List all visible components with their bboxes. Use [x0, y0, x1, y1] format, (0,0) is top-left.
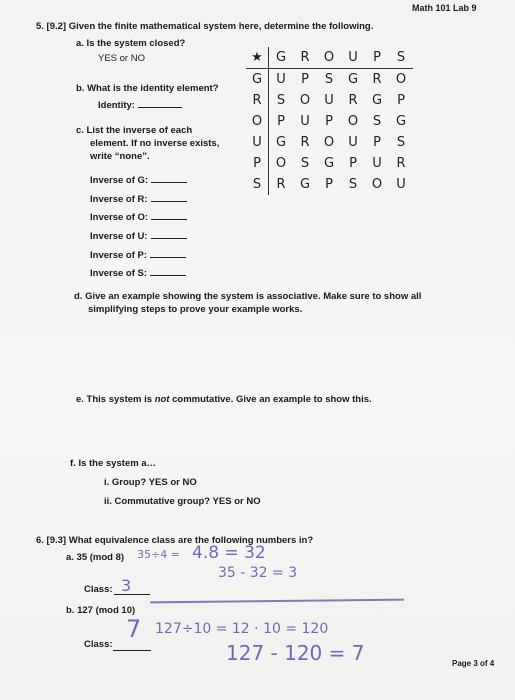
- table-row: [246, 69, 413, 91]
- table-cell: O: [323, 135, 335, 150]
- table-cell: G: [395, 114, 407, 129]
- table-col-header: O: [317, 47, 341, 69]
- table-row-label: O: [246, 111, 269, 132]
- inverse-o-line: [90, 211, 187, 223]
- table-col-header: R: [293, 47, 317, 69]
- q6a-work-1: 35÷4 =: [137, 548, 180, 561]
- table-cell: S: [324, 72, 334, 87]
- table-cell: S: [396, 135, 406, 150]
- inverse-o-label: Inverse of O:: [90, 212, 149, 223]
- table-cell: S: [348, 177, 358, 192]
- table-row: [246, 153, 413, 174]
- q5c-line2: element. If no inverse exists,: [90, 138, 220, 149]
- inverse-r-blank[interactable]: [151, 193, 187, 202]
- inverse-g-label: Inverse of G:: [90, 175, 149, 186]
- q5e-prompt: [76, 395, 372, 405]
- inverse-u-blank[interactable]: [151, 230, 187, 239]
- q6b-prompt: b. 127 (mod 10): [66, 605, 136, 616]
- table-cell: O: [299, 93, 311, 108]
- table-cell: U: [300, 114, 310, 129]
- table-header-row: [246, 47, 413, 69]
- table-cell: P: [325, 114, 333, 129]
- table-col-header: G: [269, 47, 294, 69]
- q5f-ii: ii. Commutative group? YES or NO: [104, 496, 261, 507]
- inverse-r-line: [90, 193, 187, 205]
- q6a-class-label: Class:: [84, 584, 113, 595]
- identity-blank[interactable]: [138, 99, 182, 108]
- q6-title: 6. [9.3] What equivalence class are the following numbers in?: [36, 535, 314, 546]
- table-cell: R: [372, 72, 382, 87]
- q5b-prompt: b. What is the identity element?: [76, 83, 219, 94]
- course-header: Math 101 Lab 9: [412, 3, 477, 13]
- q6a-class-blank[interactable]: [114, 586, 150, 595]
- table-row: [246, 174, 413, 195]
- table-cell: G: [371, 93, 383, 108]
- table-cell: G: [299, 177, 311, 192]
- table-cell: O: [371, 177, 383, 192]
- table-cell: R: [300, 135, 310, 150]
- q5e-prompt-em: not: [154, 394, 170, 405]
- table-cell: O: [347, 114, 359, 129]
- q5d-line1: d. Give an example showing the system is associative. Make sure to show all: [74, 291, 422, 302]
- table-row-label: U: [246, 132, 269, 153]
- table-cell: U: [372, 156, 382, 171]
- q6a-prompt: a. 35 (mod 8): [66, 552, 125, 563]
- table-cell: P: [301, 72, 309, 87]
- q5f-prompt: f. Is the system a…: [70, 458, 157, 469]
- operation-symbol: ★: [246, 47, 269, 69]
- q5e-prompt-pre: e. This system is: [76, 394, 155, 405]
- q6a-class-answer: 3: [121, 576, 132, 595]
- q6a-work-2: 4.8 = 32: [192, 543, 266, 563]
- q6b-work-1: 127÷10 = 12 · 10 = 120: [155, 621, 329, 637]
- page-number: Page 3 of 4: [452, 659, 495, 668]
- table-col-header: U: [341, 47, 365, 69]
- table-row-label: G: [246, 69, 269, 91]
- table-cell: P: [277, 114, 285, 129]
- inverse-g-blank[interactable]: [151, 174, 187, 183]
- inverse-p-label: Inverse of P:: [90, 250, 148, 261]
- table-cell: R: [396, 156, 406, 171]
- table-cell: S: [372, 114, 382, 129]
- table-col-header: S: [389, 47, 413, 69]
- table-cell: P: [373, 135, 381, 150]
- table-cell: R: [276, 177, 286, 192]
- table-cell: U: [324, 93, 334, 108]
- q5-title: 5. [9.2] Given the finite mathematical system here, determine the following.: [36, 21, 374, 32]
- q6b-work-2: 127 - 120 = 7: [226, 641, 365, 665]
- table-cell: P: [397, 93, 405, 108]
- table-cell: R: [348, 93, 358, 108]
- q5a-choices: YES or NO: [98, 53, 145, 64]
- inverse-u-line: [90, 230, 187, 242]
- inverse-p-blank[interactable]: [150, 249, 186, 258]
- q6a-work-3: 35 - 32 = 3: [218, 565, 298, 581]
- q6b-class-blank[interactable]: [113, 642, 151, 651]
- table-cell: G: [323, 156, 335, 171]
- table-row: [246, 90, 413, 111]
- identity-label: Identity:: [98, 100, 135, 111]
- table-row-label: R: [246, 90, 269, 111]
- table-cell: P: [349, 156, 357, 171]
- table-cell: G: [275, 135, 287, 150]
- table-cell: O: [395, 72, 407, 87]
- inverse-s-line: [90, 267, 186, 279]
- inverse-g-line: [90, 174, 187, 186]
- table-cell: U: [396, 177, 406, 192]
- q6b-class-answer: 7: [126, 615, 142, 643]
- table-cell: G: [347, 72, 359, 87]
- table-cell: P: [325, 177, 333, 192]
- table-row: [246, 111, 413, 132]
- q5c-line3: write “none”.: [90, 151, 150, 162]
- q5f-i: i. Group? YES or NO: [104, 477, 197, 488]
- inverse-o-blank[interactable]: [151, 211, 187, 220]
- table-cell: U: [276, 72, 286, 87]
- divider-stroke: [150, 599, 404, 603]
- table-cell: S: [276, 93, 286, 108]
- table-cell: O: [275, 156, 287, 171]
- table-row: [246, 132, 413, 153]
- q5d-line2: simplifying steps to prove your example works.: [88, 304, 303, 315]
- identity-line: [98, 99, 182, 111]
- operation-table: [246, 47, 413, 195]
- table-row-label: S: [246, 174, 269, 195]
- q6b-class-label: Class:: [84, 639, 113, 650]
- inverse-s-blank[interactable]: [150, 267, 186, 276]
- inverse-r-label: Inverse of R:: [90, 194, 148, 205]
- table-col-header: P: [365, 47, 389, 69]
- table-row-label: P: [246, 153, 269, 174]
- table-cell: U: [348, 135, 358, 150]
- inverse-s-label: Inverse of S:: [90, 268, 148, 279]
- inverse-u-label: Inverse of U:: [90, 231, 148, 242]
- q5a-prompt: a. Is the system closed?: [76, 38, 186, 49]
- q5e-prompt-post: commutative. Give an example to show this.: [169, 394, 372, 405]
- table-cell: S: [300, 156, 310, 171]
- q5c-line1: c. List the inverse of each: [76, 125, 193, 136]
- inverse-p-line: [90, 249, 186, 261]
